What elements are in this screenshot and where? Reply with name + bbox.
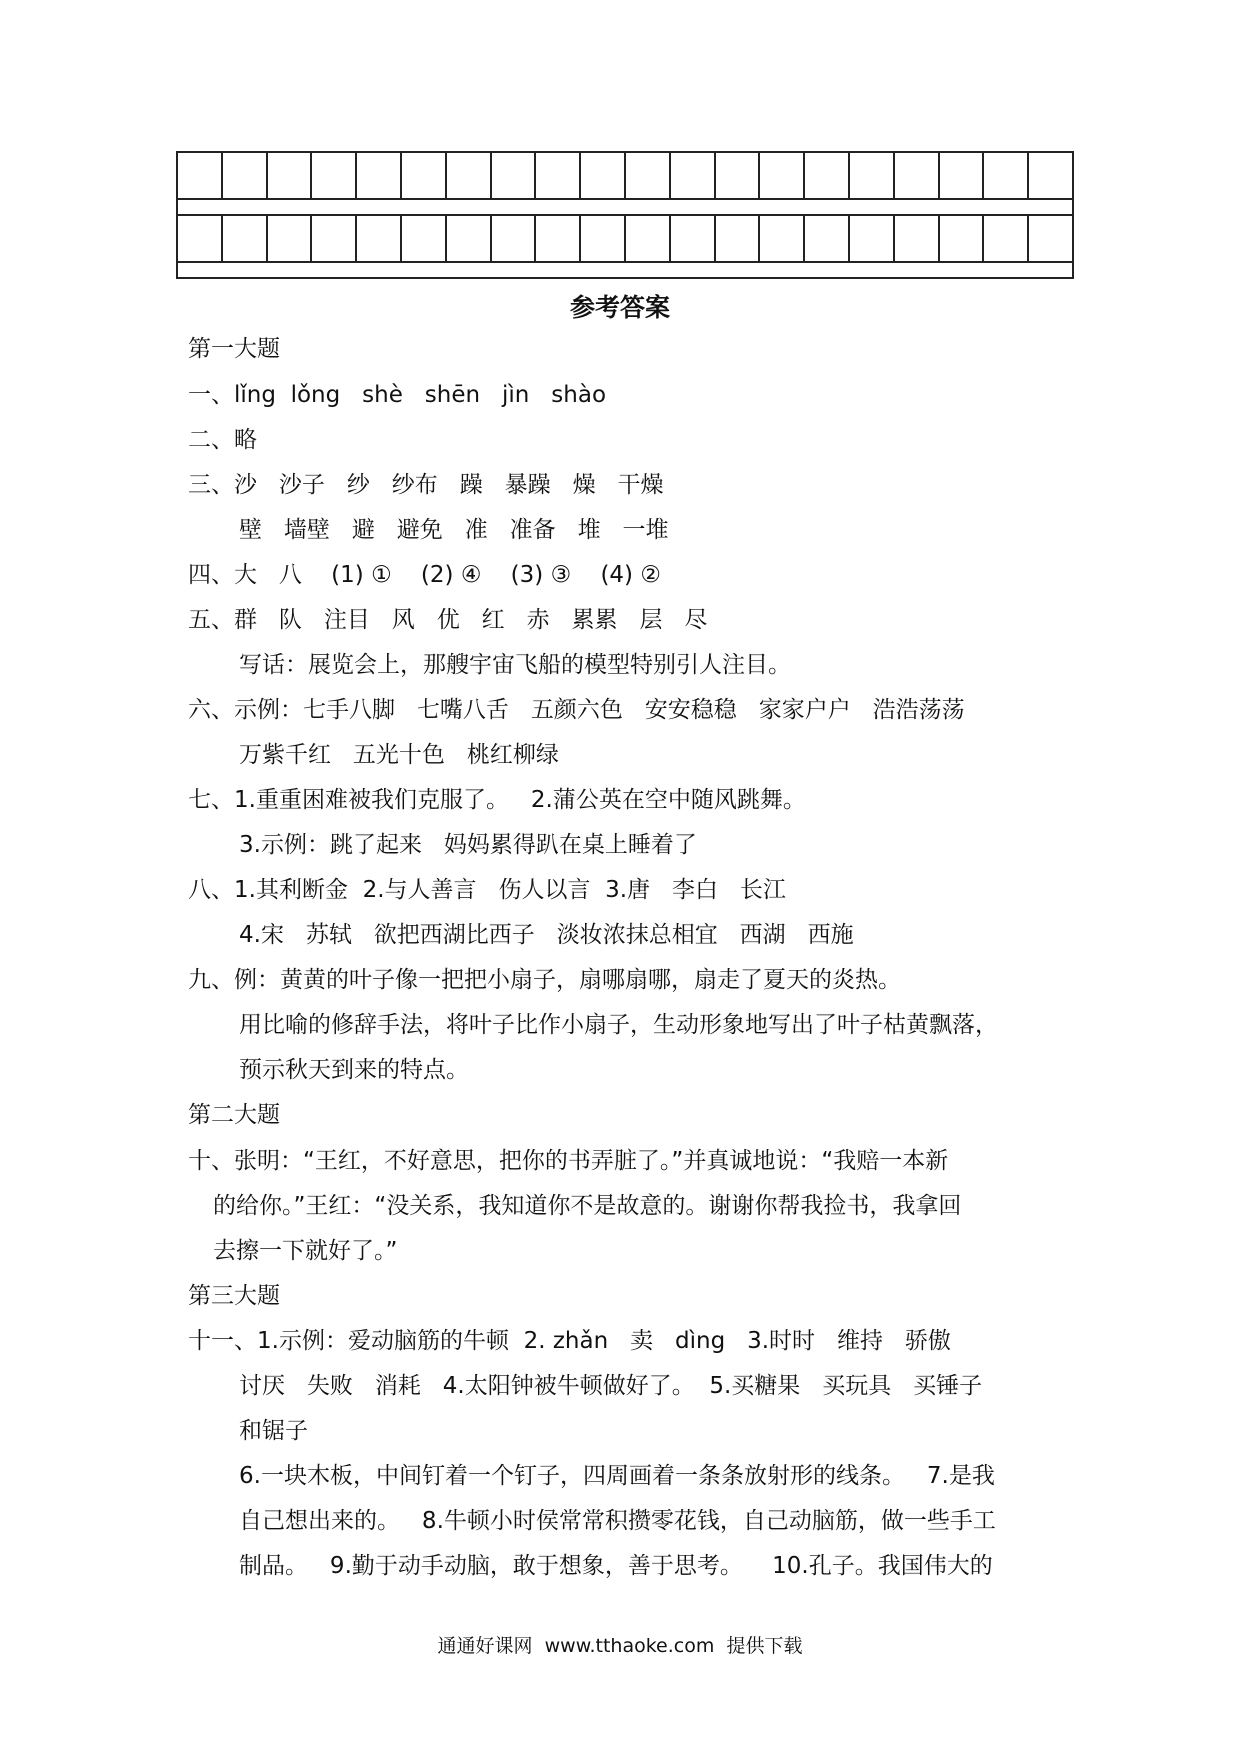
answer-line: 十、张明：“王红，不好意思，把你的书弄脏了。”并真诚地说：“我赔一本新 bbox=[188, 1148, 949, 1174]
grid-cell bbox=[402, 216, 447, 261]
grid-cell bbox=[895, 216, 940, 261]
answer-line: 二、略 bbox=[188, 427, 257, 453]
answer-line: 四、大 八 (1) ① (2) ④ (3) ③ (4) ② bbox=[188, 562, 661, 588]
answer-line: 九、例：黄黄的叶子像一把把小扇子，扇哪扇哪，扇走了夏天的炎热。 bbox=[188, 967, 901, 993]
answer-line: 十一、1.示例：爱动脑筋的牛顿 2. zhǎn 卖 dìng 3.时时 维持 骄傲 bbox=[188, 1328, 951, 1354]
grid-cell bbox=[805, 153, 850, 198]
grid-cell bbox=[940, 153, 985, 198]
grid-cell bbox=[850, 153, 895, 198]
grid-cell bbox=[626, 216, 671, 261]
grid-cell bbox=[447, 216, 492, 261]
grid-cell bbox=[268, 216, 313, 261]
answer-line: 的给你。”王红：“没关系，我知道你不是故意的。谢谢你帮我捡书，我拿回 bbox=[213, 1193, 962, 1219]
answer-line: 去擦一下就好了。” bbox=[213, 1238, 398, 1264]
answer-line: 讨厌 失败 消耗 4.太阳钟被牛顿做好了。 5.买糖果 买玩具 买锤子 bbox=[239, 1373, 983, 1399]
grid-cell bbox=[984, 216, 1029, 261]
grid-cell bbox=[716, 153, 761, 198]
answer-line: 六、示例：七手八脚 七嘴八舌 五颜六色 安安稳稳 家家户户 浩浩荡荡 bbox=[188, 697, 965, 723]
section-heading-1: 第一大题 bbox=[188, 336, 280, 362]
answer-key-title: 参考答案 bbox=[569, 293, 670, 322]
answer-line: 万紫千红 五光十色 桃红柳绿 bbox=[239, 742, 559, 768]
grid-cell bbox=[984, 153, 1029, 198]
grid-cell bbox=[760, 153, 805, 198]
grid-cell bbox=[178, 216, 223, 261]
grid-cell bbox=[671, 153, 716, 198]
answer-line: 三、沙 沙子 纱 纱布 躁 暴躁 燥 干燥 bbox=[188, 472, 664, 498]
answer-line: 自己想出来的。 8.牛顿小时侯常常积攒零花钱，自己动脑筋，做一些手工 bbox=[239, 1508, 996, 1534]
answer-line: 6.一块木板，中间钉着一个钉子，四周画着一条条放射形的线条。 7.是我 bbox=[239, 1463, 995, 1489]
grid-cell bbox=[805, 216, 850, 261]
grid-cell bbox=[402, 153, 447, 198]
grid-cell bbox=[536, 216, 581, 261]
grid-cell bbox=[716, 216, 761, 261]
grid-cell bbox=[1029, 216, 1072, 261]
grid-cell bbox=[1029, 153, 1072, 198]
grid-spacer bbox=[178, 200, 1072, 216]
grid-cell bbox=[312, 216, 357, 261]
grid-cell bbox=[536, 153, 581, 198]
answer-line: 制品。 9.勤于动手动脑，敢于想象，善于思考。 10.孔子。我国伟大的 bbox=[239, 1553, 993, 1579]
answer-line: 五、群 队 注目 风 优 红 赤 累累 层 尽 bbox=[188, 607, 708, 633]
answer-line: 八、1.其利断金 2.与人善言 伤人以言 3.唐 李白 长江 bbox=[188, 877, 786, 903]
writing-grid bbox=[176, 151, 1074, 279]
section-heading-2: 第二大题 bbox=[188, 1102, 280, 1128]
grid-cell bbox=[492, 216, 537, 261]
grid-cell bbox=[357, 153, 402, 198]
grid-cell bbox=[178, 153, 223, 198]
grid-cell bbox=[760, 216, 805, 261]
grid-cell bbox=[223, 216, 268, 261]
answer-line: 七、1.重重困难被我们克服了。 2.蒲公英在空中随风跳舞。 bbox=[188, 787, 806, 813]
grid-cell bbox=[223, 153, 268, 198]
section-heading-3: 第三大题 bbox=[188, 1283, 280, 1309]
grid-cell bbox=[671, 216, 716, 261]
grid-cell bbox=[312, 153, 357, 198]
answer-line: 写话：展览会上，那艘宇宙飞船的模型特别引人注目。 bbox=[239, 652, 791, 678]
grid-cell bbox=[581, 216, 626, 261]
grid-cell bbox=[895, 153, 940, 198]
grid-cell bbox=[940, 216, 985, 261]
grid-cell bbox=[357, 216, 402, 261]
answer-line: 4.宋 苏轼 欲把西湖比西子 淡妆浓抹总相宜 西湖 西施 bbox=[239, 922, 854, 948]
grid-cell bbox=[268, 153, 313, 198]
grid-row bbox=[178, 216, 1072, 263]
answer-line: 3.示例：跳了起来 妈妈累得趴在桌上睡着了 bbox=[239, 832, 697, 858]
page-footer: 通通好课网 www.tthaoke.com 提供下载 bbox=[437, 1635, 803, 1657]
answer-line: 和锯子 bbox=[239, 1418, 308, 1444]
answer-line: 一、lǐng lǒng shè shēn jìn shào bbox=[188, 382, 607, 408]
grid-cell bbox=[447, 153, 492, 198]
grid-cell bbox=[626, 153, 671, 198]
grid-cell bbox=[581, 153, 626, 198]
answer-line: 壁 墙壁 避 避免 准 准备 堆 一堆 bbox=[239, 517, 669, 543]
grid-row bbox=[178, 153, 1072, 200]
grid-cell bbox=[850, 216, 895, 261]
answer-line: 预示秋天到来的特点。 bbox=[239, 1057, 469, 1083]
grid-cell bbox=[492, 153, 537, 198]
grid-spacer bbox=[178, 263, 1072, 279]
answer-line: 用比喻的修辞手法，将叶子比作小扇子，生动形象地写出了叶子枯黄飘落， bbox=[239, 1012, 998, 1038]
